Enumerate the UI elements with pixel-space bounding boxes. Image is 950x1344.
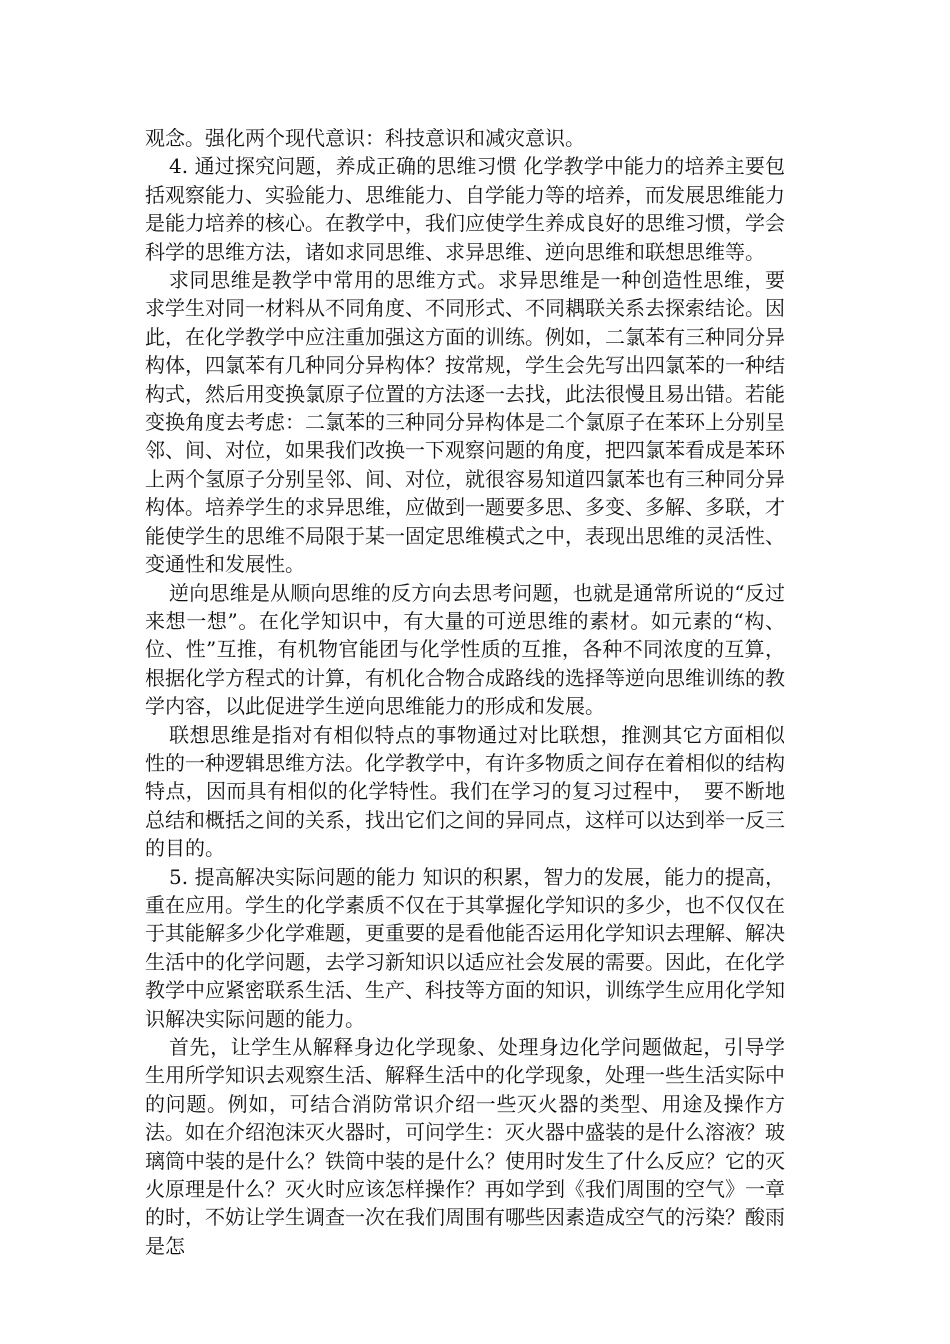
paragraph-divergent-thinking: 求同思维是教学中常用的思维方式。求异思维是一种创造性思维，要求学生对同一材料从不同角度、不同形式、不同耦联关系去探索结论。因此，在化学教学中应注重加强这方面的训练。例如，二氯苯有三种同分异构体，四氯苯有几种同分异构体？按常规，学生会先写出四氯苯的一种结构式，然后用变换氯原子位置的方法逐一去找，此法很慢且易出错。若能变换角度去考虑：二氯苯的三种同分异构体是二个氯原子在苯环上分别呈邻、间、对位，如果我们改换一下观察问题的角度，把四氯苯看成是苯环上两个氢原子分别呈邻、间、对位，就很容易知道四氯苯也有三种同分异构体。培养学生的求异思维，应做到一题要多思、多变、多解、多联，才能使学生的思维不局限于某一固定思维模式之中，表现出思维的灵活性、变通性和发展性。 [145, 268, 785, 577]
paragraph-continuation: 观念。强化两个现代意识：科技意识和减灾意识。 [145, 126, 585, 150]
paragraph-section-5: 5. 提高解决实际问题的能力 知识的积累，智力的发展，能力的提高，重在应用。学生的化学素质不仅在于其掌握化学知识的多少，也不仅仅在于其能解多少化学难题，更重要的是看他能否运用化学知识去理解、解决生活中的化学问题，去学习新知识以适应社会发展的需要。因此，在化学教学中应紧密联系生活、生产、科技等方面的知识，训练学生应用化学知识解决实际问题的能力。 [145, 864, 785, 1031]
document-body [145, 124, 785, 1260]
paragraph-associative-thinking: 联想思维是指对有相似特点的事物通过对比联想，推测其它方面相似性的一种逻辑思维方法。化学教学中，有许多物质之间存在着相似的结构特点，因而具有相似的化学特性。我们在学习的复习过程中， 要不断地总结和概括之间的关系，找出它们之间的异同点，这样可以达到举一反三的目的。 [145, 722, 785, 861]
paragraph-section-4: 4. 通过探究问题，养成正确的思维习惯 化学教学中能力的培养主要包括观察能力、实验能力、思维能力、自学能力等的培养，而发展思维能力是能力培养的核心。在教学中，我们应使学生养成良好的思维习惯，学会科学的思维方法，诸如求同思维、求异思维、逆向思维和联想思维等。 [145, 154, 785, 264]
paragraph-first-step: 首先，让学生从解释身边化学现象、处理身边化学问题做起，引导学生用所学知识去观察生活、解释生活中的化学现象，处理一些生活实际中的问题。例如，可结合消防常识介绍一些灭火器的类型、用途及操作方法。如在介绍泡沫灭火器时，可问学生：灭火器中盛装的是什么溶液？玻璃筒中装的是什么？铁筒中装的是什么？使用时发生了什么反应？它的灭火原理是什么？灭火时应该怎样操作？再如学到《我们周围的空气》一章的时，不妨让学生调查一次在我们周围有哪些因素造成空气的污染？酸雨是怎 [145, 1035, 785, 1258]
paragraph-reverse-thinking: 逆向思维是从顺向思维的反方向去思考问题，也就是通常所说的“反过来想一想”。在化学知识中，有大量的可逆思维的素材。如元素的“构、位、性”互推，有机物官能团与化学性质的互推，各种不同浓度的互算，根据化学方程式的计算，有机化合物合成路线的选择等逆向思维训练的教学内容，以此促进学生逆向思维能力的形成和发展。 [145, 580, 785, 719]
